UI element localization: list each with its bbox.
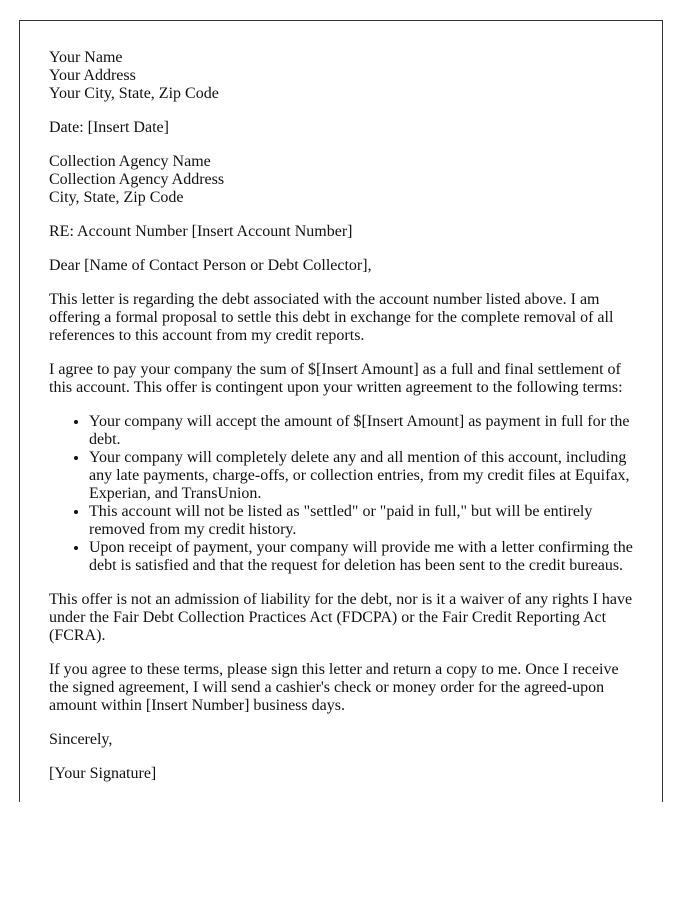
signoff: Sincerely, <box>49 731 113 748</box>
sender-block <box>49 49 633 103</box>
body-paragraph: This offer is not an admission of liability for the debt, nor is it a waiver of any rights I have under the Fair Debt Collection Practices Act (FDCPA) or the Fair Credit Reporting Act (FCRA). <box>49 591 633 644</box>
sender-city: Your City, State, Zip Code <box>49 85 219 102</box>
recipient-city: City, State, Zip Code <box>49 189 184 206</box>
body-paragraph: This letter is regarding the debt associated with the account number listed above. I am offering a formal proposal to settle this debt in exchange for the complete removal of all references to this account from my credit reports. <box>49 291 614 344</box>
term-item: • This account will not be listed as "settled" or "paid in full," but will be entirely removed from my credit history. <box>89 503 633 539</box>
salutation: Dear [Name of Contact Person or Debt Collector], <box>49 257 372 274</box>
term-item: • Your company will completely delete any and all mention of this account, including any late payments, charge-offs, or collection entries, from my credit files at Equifax, Experian, and TransUnion. <box>89 449 633 503</box>
sender-address: Your Address <box>49 67 136 84</box>
term-item: • Your company will accept the amount of $[Insert Amount] as payment in full for the debt. <box>89 413 633 449</box>
sender-name: Your Name <box>49 49 123 66</box>
body-paragraph: I agree to pay your company the sum of $[Insert Amount] as a full and final settlement of this account. This offer is contingent upon your written agreement to the following terms: <box>49 361 623 396</box>
recipient-block <box>49 153 633 207</box>
letter-date: Date: [Insert Date] <box>49 119 169 136</box>
letter-document <box>19 20 663 802</box>
reference-line: RE: Account Number [Insert Account Number] <box>49 223 353 240</box>
body-paragraph: If you agree to these terms, please sign this letter and return a copy to me. Once I receive the signed agreement, I will send a cashier's check or money order for the agreed-upon amount within [Insert Number] business days. <box>49 661 619 714</box>
signature: [Your Signature] <box>49 765 157 782</box>
recipient-address: Collection Agency Address <box>49 171 225 188</box>
recipient-name: Collection Agency Name <box>49 153 211 170</box>
term-item: • Upon receipt of payment, your company will provide me with a letter confirming the debt is satisfied and that the request for deletion has been sent to the credit bureaus. <box>89 539 633 575</box>
terms-list <box>49 413 633 575</box>
